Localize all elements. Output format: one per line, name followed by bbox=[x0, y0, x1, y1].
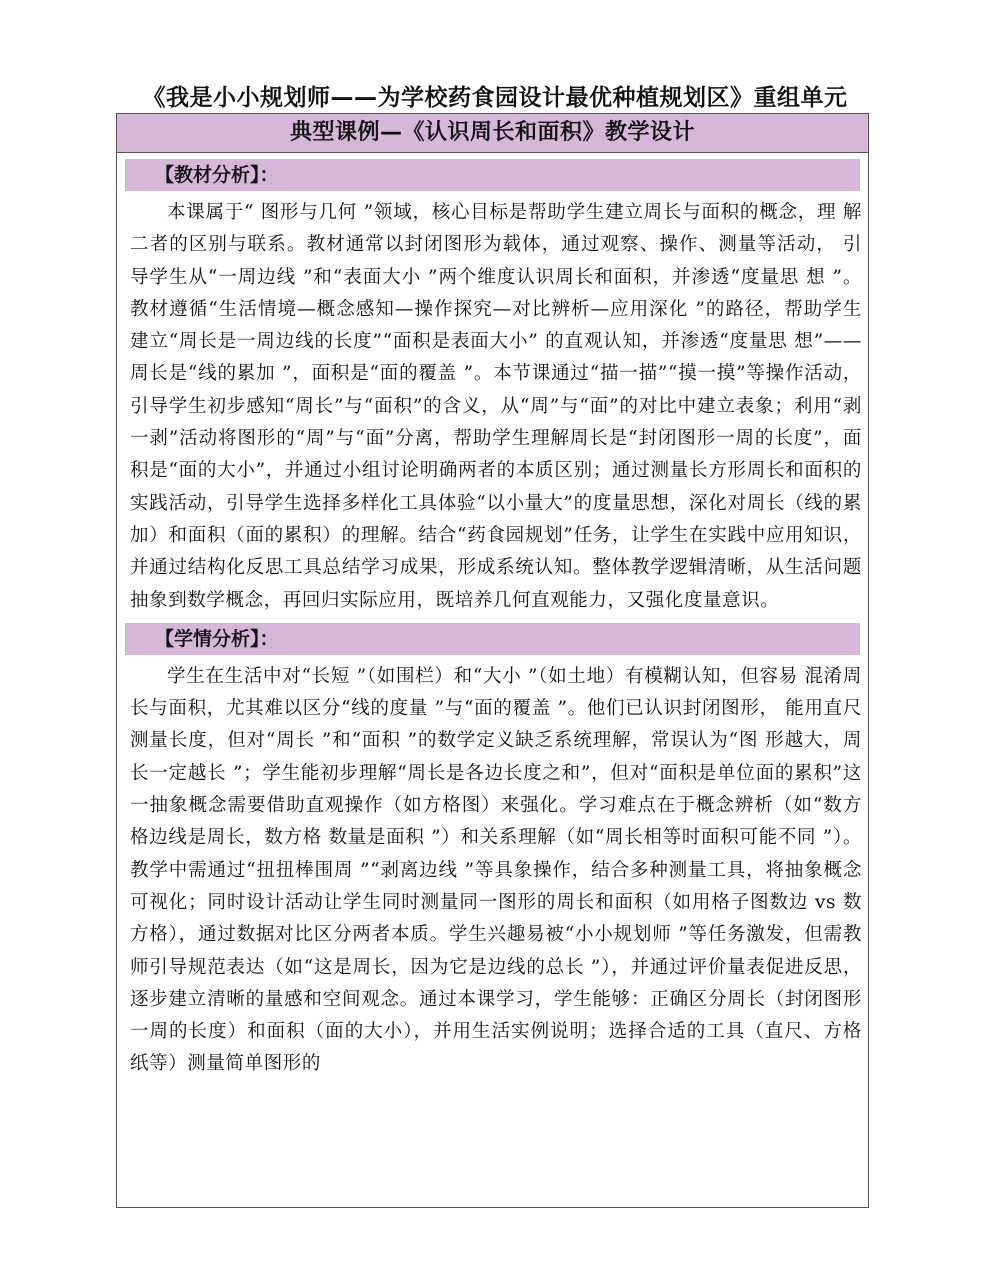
student-analysis-text: 学生在生活中对“长短 ”（如围栏）和“大小 ”（如土地）有模糊认知，但容易 混淆周长与面积，尤其难以区分“线的度量 ”与“面的覆盖 ”。他们已认识封闭图形， 能用直尺测量长度，但对“周长 ”和“面积 ”的数学定义缺乏系统理解，常误认为“图 形越大，周长一定越长 ”；学生能初步理解“周长是各边长度之和”，但对“面积是单位面的累积”这一抽象概念需要借助直观操作（如方格图）来强化。学习难点在于概念辨析（如“数方格边线是周长，数方格 数量是面积 ”）和关系理解（如“周长相等时面积可能不同 ”）。教学中需通过“扭扭棒围周 ”“剥离边线 ”等具象操作，结合多种测量工具，将抽象概念可视化；同时设计活动让学生同时测量同一图形的周长和面积（如用格子图数边 vs 数方格），通过数据对比区分两者本质。学生兴趣易被“小小规划师 ”等任务激发，但需教师引导规范表达（如“这是周长，因为它是边线的总长 ”），并通过评价量表促进反思，逐步建立清晰的量感和空间观念。通过本课学习，学生能够：正确区分周长（封闭图形一周的长度）和面积（面的大小），并用生活实例说明；选择合适的工具（直尺、方格纸等）测量简单图形的 bbox=[130, 665, 862, 1075]
lesson-plan-table bbox=[116, 113, 869, 1208]
textbook-analysis-heading: 【教材分析】： bbox=[125, 159, 860, 191]
lesson-title: 典型课例—《认识周长和面积》教学设计 bbox=[117, 114, 868, 153]
document-title: 《我是小小规划师——为学校药食园设计最优种植规划区》重组单元 bbox=[142, 85, 848, 111]
student-analysis-heading: 【学情分析】： bbox=[125, 623, 860, 655]
textbook-analysis-text: 本课属于“ 图形与几何 ”领域，核心目标是帮助学生建立周长与面积的概念，理 解二者的区别与联系。教材通常以封闭图形为载体，通过观察、操作、测量等活动， 引导学生从“一周边线 ”和“表面大小 ”两个维度认识周长和面积，并渗透“度量思 想 ”。教材遵循“生活情境—概念感知—操作探究—对比辨析—应用深化 ”的路径，帮助学生建立“周长是一周边线的长度”“面积是表面大小” 的直观认知，并渗透“度量思 想”——周长是“线的累加 ”，面积是“面的覆盖 ”。本节课通过“描一描”“摸一摸”等操作活动，引导学生初步感知“周长”与“面积”的含义，从“周”与“面”的对比中建立表象；利用“剥一剥”活动将图形的“周”与“面”分离，帮助学生理解周长是“封闭图形一周的长度”，面积是“面的大小”，并通过小组讨论明确两者的本质区别；通过测量长方形周长和面积的实践活动，引导学生选择多样化工具体验“以小量大”的度量思想，深化对周长（线的累加）和面积（面的累积）的理解。结合“药食园规划”任务，让学生在实践中应用知识，并通过结构化反思工具总结学习成果，形成系统认知。整体教学逻辑清晰，从生活问题抽象到数学概念，再回归实际应用，既培养几何直观能力，又强化度量意识。 bbox=[130, 202, 862, 611]
